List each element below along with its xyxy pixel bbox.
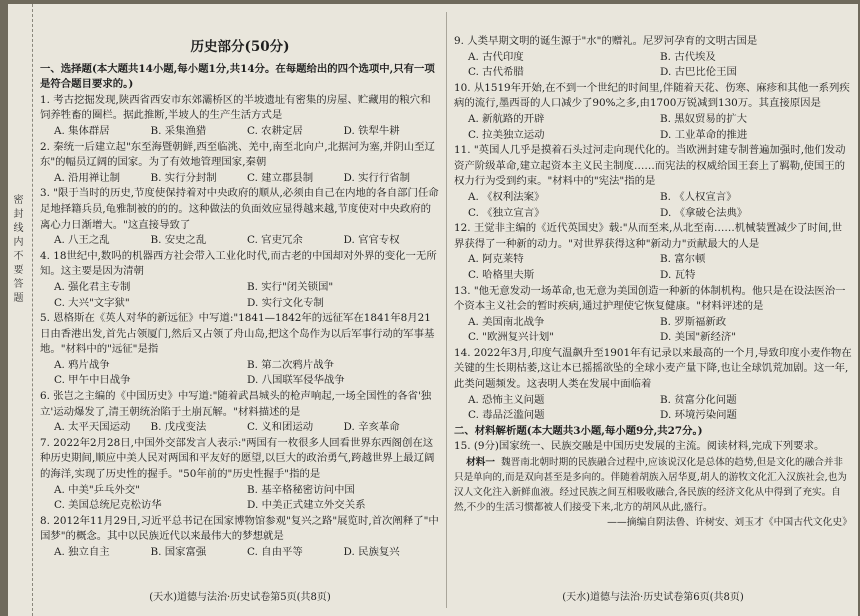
- exam-paper: [8, 4, 858, 616]
- answer-option: B. 戊戌变法: [150, 421, 207, 434]
- answer-option: A. 美国南北战争: [468, 315, 545, 328]
- answer-option: A. 《权利法案》: [468, 190, 545, 203]
- option-group: [40, 420, 440, 436]
- question-stem: 7. 2022年2月28日,中国外交部发言人表示:"两国有一枚很多人回看世界东西阁创在这种历史期间,顺应中美人民对两国和平友好的愿望,以巨大的政治勇气,跨越世界上最辽阔的海洋,实现了历史性的握手。"50年前的"历史性握手"指的是: [40, 436, 435, 481]
- option-group: [40, 483, 440, 514]
- question-block: [40, 514, 440, 561]
- answer-option: B. 富尔顿: [660, 253, 706, 266]
- answer-option: A. 阿克莱特: [468, 253, 524, 266]
- answer-option: D. 实行文化专制: [247, 296, 324, 309]
- material-source: ——摘编自阴法鲁、许树安、刘玉才《中国古代文化史》: [607, 517, 852, 529]
- section-heading: 二、材料解析题(本大题共3小题,每小题9分,共27分。): [454, 424, 703, 437]
- question-block: [454, 34, 852, 81]
- answer-option: B. 国家富强: [150, 546, 207, 558]
- answer-option: C. 哈格里夫斯: [468, 268, 535, 281]
- answer-option: A. 古代印度: [468, 50, 524, 63]
- question-list: [454, 34, 852, 424]
- answer-option: A. 沿用禅让制: [54, 171, 121, 184]
- question-stem: 13. "他无意发动一场革命,也无意为美国创造一种新的体制机构。他只是在设法医治一个资本主义社会的暂时疾病,通过护理使它恢复健康。"材料评述的是: [454, 284, 846, 313]
- option-group: [40, 358, 440, 389]
- answer-option: A. 集体群居: [54, 124, 110, 137]
- material-text: 魏晋南北朝时期的民族融合过程中,应该说汉化是总体的趋势,但是文化的融合并非只是单向的,而是双向甚至是多向的。伴随着胡族入居华夏,胡人的游牧文化汇入汉族社会,也为汉人文化注入新鲜血液。经过民族之间互相吸收融合,各民族的经济文化从中得到了充实。自然,不少的生活习惯都被人们接受下来,北方的胡风从此,盛行。: [454, 457, 847, 514]
- question-stem: 5. 恩格斯在《英人对华的新远征》中写道:"1841—1842年的远征军在1841年8月21日由香港出发,首先占领厦门,然后又占领了舟山岛,把这个岛作为以后军事行动的军事基地。"材料中的"远征"是指: [40, 312, 435, 356]
- page-title: 历史部分(50分): [190, 39, 290, 55]
- answer-option: B. 古代埃及: [660, 50, 716, 63]
- answer-option: D. 官官专权: [343, 234, 400, 247]
- question-stem: 9. 人类早期文明的诞生源于"水"的赠礼。尼罗河孕育的文明古国是: [454, 35, 758, 47]
- question-block: [454, 221, 852, 283]
- question-stem: 4. 18世纪中,数吗的机器西方社会带入工业化时代,而古老的中国却对外界的变化一无所知。这主要是因为清朝: [40, 249, 437, 278]
- answer-option: B. 采集渔猎: [150, 124, 207, 137]
- answer-option: B. 实行分封制: [150, 171, 217, 184]
- answer-option: C. 大兴"文字狱": [54, 296, 130, 309]
- question-stem: 10. 从1519年开始,在不到一个世纪的时间里,伴随着天花、伤寒、麻疹和其他一系列疾病的流行,墨西哥的人口减少了90%之多,由1700万锐减到130万。其直接原因是: [454, 81, 850, 110]
- answer-option: C. 古代希腊: [468, 66, 524, 79]
- page-footer: (天水)道德与法治·历史试卷第6页(共8页): [562, 592, 744, 604]
- answer-option: C. 毒品泛滥问题: [468, 409, 545, 422]
- answer-option: C. 拉美独立运动: [468, 128, 545, 141]
- question-block: [40, 311, 440, 389]
- answer-option: D. 环境污染问题: [660, 409, 737, 422]
- question-block: [40, 389, 440, 436]
- question-stem: 1. 考古挖掘发现,陕西省西安市东郊灞桥区的半坡遗址有密集的房屋、贮藏用的粮穴和饲养牲畜的圈栏。据此推断,半坡人的生产生活方式是: [40, 93, 431, 122]
- option-group: [40, 280, 440, 311]
- answer-option: C. 《独立宣言》: [468, 206, 545, 219]
- answer-option: A. 新航路的开辟: [468, 112, 545, 125]
- question-block: [40, 436, 440, 514]
- answer-option: A. 鸦片战争: [54, 358, 110, 371]
- answer-option: D. 中美正式建立外交关系: [247, 499, 366, 512]
- answer-option: B. 黑奴贸易的扩大: [660, 112, 747, 125]
- question-stem: 12. 王觉非主编的《近代英国史》载:"从而至来,从北至南……机械装置减少了时间,世界获得了一种新的动力。"对世界获得这种"新动力"贡献最大的人是: [454, 222, 842, 250]
- answer-option: B. 实行"闭关锁国": [247, 280, 334, 293]
- right-column: [454, 4, 852, 616]
- answer-option: A. 恐怖主义问题: [468, 393, 545, 406]
- answer-option: B. 《人权宣言》: [660, 190, 737, 203]
- page-footer: (天水)道德与法治·历史试卷第5页(共8页): [149, 592, 331, 604]
- answer-option: A. 太平天国运动: [54, 421, 131, 434]
- seal-margin: [8, 4, 33, 616]
- answer-option: C. 甲午中日战争: [54, 374, 131, 387]
- material-passage: [454, 455, 852, 515]
- question-stem: 11. "英国人几乎是摸着石头过河走向现代化的。当欧洲封建专制普遍加强时,他们发动资产阶级革命,建立起资本主义民主制度……而宪法的权威给国王套上了羁勒,使国王的权力行为受到约束。"材料中的"宪法"指的是: [454, 144, 846, 188]
- answer-option: A. 强化君主专制: [54, 280, 131, 293]
- question-stem: 8. 2012年11月29日,习近平总书记在国家博物馆参观"复兴之路"展览时,首次阐释了"中国梦"的概念。其中以民族近代以来最伟大的梦想就是: [40, 514, 439, 543]
- answer-option: C. 建立郡县制: [247, 171, 314, 184]
- option-group: [454, 315, 852, 346]
- option-group: [454, 190, 852, 221]
- answer-option: D. 瓦特: [660, 268, 696, 281]
- column-divider: [446, 12, 447, 608]
- question-block: [40, 93, 440, 140]
- answer-option: B. 安史之乱: [150, 234, 207, 247]
- question-stem: 6. 张岂之主编的《中国历史》中写道:"随着武昌城头的枪声响起,一场全国性的各省'独立'运动爆发了,清王朝统治陷于土崩瓦解。"材料描述的是: [40, 390, 432, 418]
- question-block: [454, 284, 852, 346]
- option-group: [454, 393, 852, 424]
- answer-option: B. 第二次鸦片战争: [247, 358, 334, 371]
- question-stem: 2. 秦统一后建立起"东至海暨朝鲜,西至临洮、羌中,南至北向户,北据河为塞,并阴山至辽东"的幅员辽阔的国家。为了有效地管理国家,秦朝: [40, 140, 435, 169]
- answer-option: D. 实行行省制: [343, 171, 411, 184]
- answer-option: A. 八王之乱: [54, 234, 110, 247]
- answer-option: C. 官吏冗余: [247, 234, 303, 247]
- option-group: [40, 171, 440, 187]
- option-group: [40, 233, 440, 249]
- option-group: [40, 124, 440, 140]
- question-block: [40, 249, 440, 311]
- answer-option: B. 基辛格秘密访问中国: [247, 483, 355, 496]
- answer-option: D. 美国"新经济": [660, 331, 737, 344]
- question-stem: 3. "限于当时的历史,节度使保持着对中央政府的顺从,必须由自己在内地的各自部门任命足地择籍兵员,龟雅制被的的的。这种做法的负面效应显得越来越,节度使对中央政府的离心力日渐增大。"这直接导致了: [40, 187, 439, 231]
- question-block: [454, 81, 852, 143]
- answer-option: A. 独立自主: [54, 546, 110, 558]
- option-group: [40, 545, 440, 561]
- seal-line-text: 密封线内不要答题: [13, 195, 25, 304]
- answer-option: C. 农耕定居: [247, 124, 303, 137]
- question-block: [40, 140, 440, 187]
- question-stem: 14. 2022年3月,印度气温飙升至1901年有记录以来最高的一个月,导致印度小麦作物在关键的生长期枯萎,这让本已摇摇欲坠的全球小麦产量下降,也让全球饥荒加剧。这一年,此类问题频发。这表明人类在发展中面临着: [454, 346, 852, 391]
- answer-option: C. 美国总统尼克松访华: [54, 499, 162, 512]
- answer-option: B. 罗斯福新政: [660, 315, 727, 328]
- answer-option: D. 古巴比伦王国: [660, 66, 737, 79]
- left-column: [40, 4, 440, 616]
- section-heading: 一、选择题(本大题共14小题,每小题1分,共14分。在每题给出的四个选项中,只有一项是符合题目要求的。): [40, 62, 435, 91]
- question-stem: 15. (9分)国家统一、民族交融是中国历史发展的主流。阅读材料,完成下列要求。: [454, 440, 825, 453]
- question-block: [40, 186, 440, 248]
- answer-option: D. 八国联军侵华战争: [247, 374, 345, 387]
- question-block: [454, 143, 852, 221]
- option-group: [454, 252, 852, 283]
- material-label: 材料一: [466, 457, 495, 469]
- answer-option: B. 贫富分化问题: [660, 393, 737, 406]
- option-group: [454, 112, 852, 143]
- question-list: [40, 93, 440, 561]
- answer-option: D. 工业革命的推进: [660, 128, 748, 141]
- answer-option: D. 民族复兴: [343, 546, 400, 558]
- answer-option: D. 《拿破仑法典》: [660, 206, 748, 219]
- answer-option: A. 中美"乒乓外交": [54, 483, 141, 496]
- question-block: [454, 346, 852, 424]
- answer-option: D. 辛亥革命: [343, 421, 400, 434]
- answer-option: C. 自由平等: [247, 546, 303, 558]
- option-group: [454, 50, 852, 81]
- answer-option: D. 铁犁牛耕: [343, 124, 400, 137]
- answer-option: C. 义和团运动: [247, 421, 314, 434]
- answer-option: C. "欧洲复兴计划": [468, 331, 555, 344]
